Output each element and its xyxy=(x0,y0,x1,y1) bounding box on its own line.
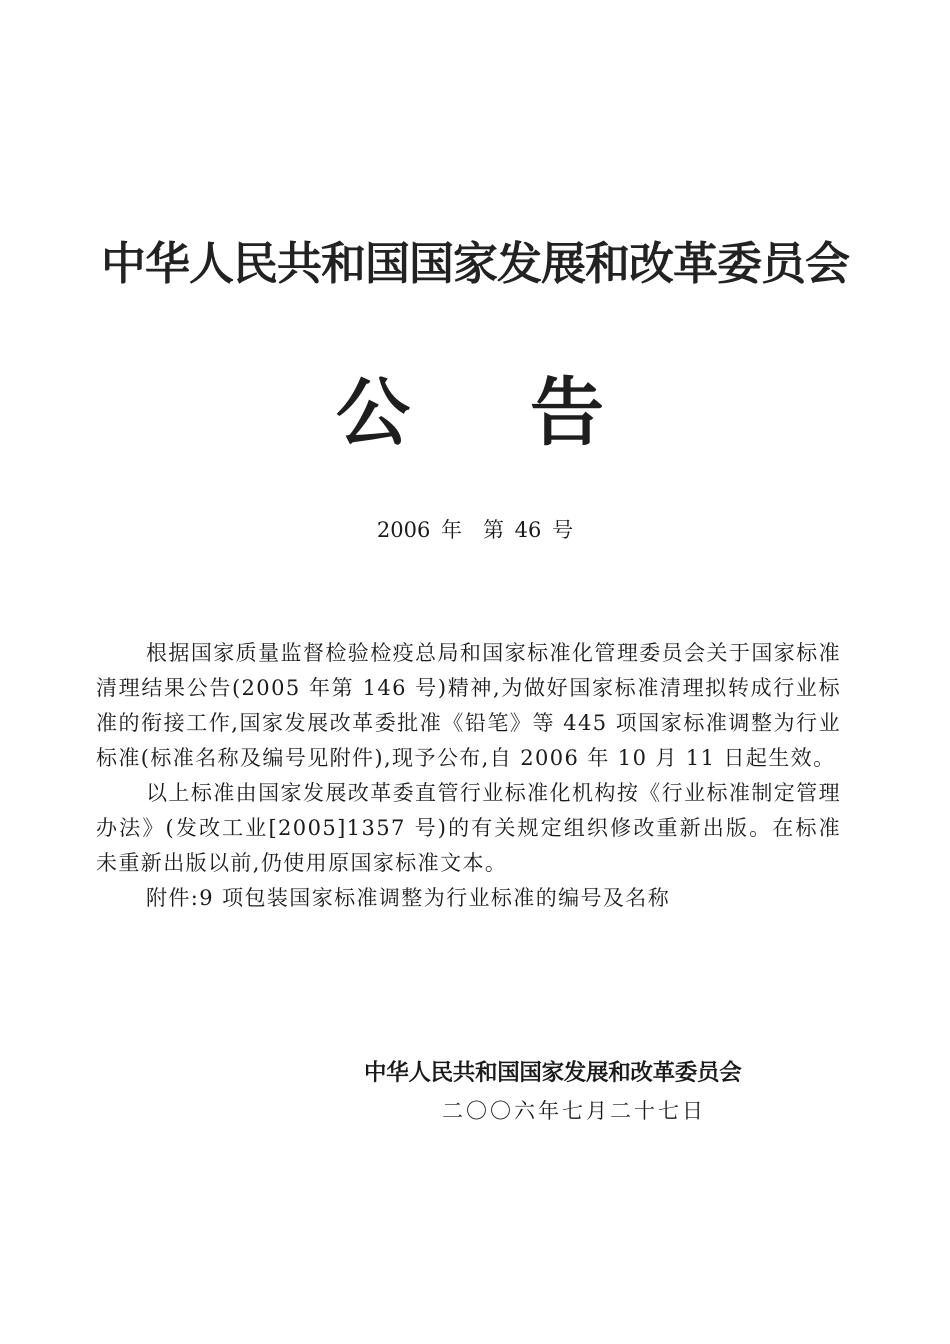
signature-date: 二〇〇六年七月二十七日 xyxy=(442,1099,706,1123)
announcement-body xyxy=(96,636,841,916)
document-number: 2006 年 第 46 号 xyxy=(376,518,574,542)
signature-organization: 中华人民共和国国家发展和改革委员会 xyxy=(364,1060,742,1086)
body-paragraph-2: 以上标准由国家发展改革委直管行业标准化机构按《行业标准制定管理办法》(发改工业[2005]1357 号)的有关规定组织修改重新出版。在标准未重新出版以前,仍使用原国家标准文本。 xyxy=(96,781,841,875)
issuer-title: 中华人民共和国国家发展和改革委员会 xyxy=(100,237,849,290)
signature-block xyxy=(356,1054,816,1130)
body-paragraph-1: 根据国家质量监督检验检疫总局和国家标准化管理委员会关于国家标准清理结果公告(2005 年第 146 号)精神,为做好国家标准清理拟转成行业标准的衔接工作,国家发展改革委批准《铅笔》等 445 项国家标准调整为行业标准(标准名称及编号见附件),现予公布,自 2006 年 10 月 11 日起生效。 xyxy=(96,641,841,770)
attachment-note: 附件:9 项包装国家标准调整为行业标准的编号及名称 xyxy=(146,886,671,910)
document-type-title: 公告 xyxy=(336,370,724,456)
